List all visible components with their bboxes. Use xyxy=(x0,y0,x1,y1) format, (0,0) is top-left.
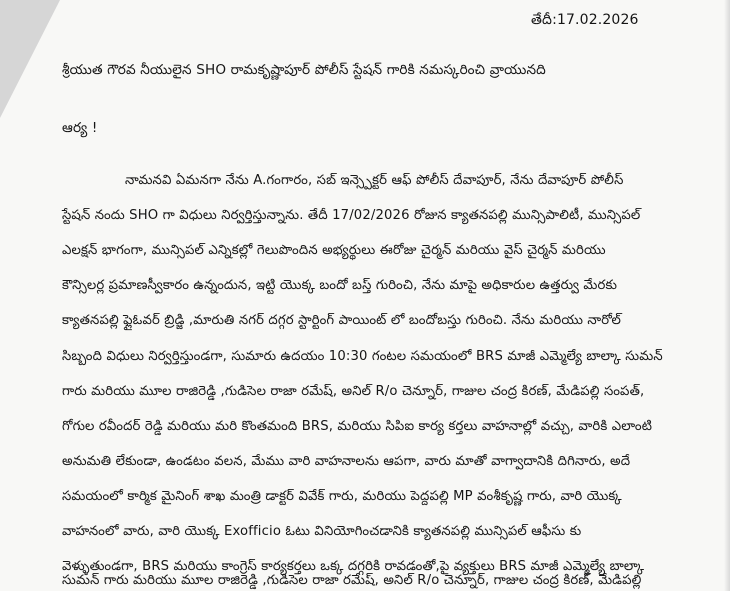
scan-corner-shadow xyxy=(0,0,60,118)
body-line: క్యాతనపల్లి ఫ్లైఓవర్ బ్రిడ్జి ,మారుతి నగర్ దగ్గర స్టార్టింగ్ పాయింట్ లో బందోబస్తు గురించి. నేను మరియు నారోల్ xyxy=(62,313,622,328)
body-line: కౌన్సిలర్ల ప్రమాణస్వీకారం ఉన్నందున, ఇట్టి యొక్క బందో బస్త్ గురించి, నేను మాపై అధికారుల ఉత్తర్వు మేరకు xyxy=(62,278,618,293)
body-line: సమయంలో కార్మిక మైనింగ్ శాఖ మంత్రి డాక్టర్ వివేక్ గారు, మరియు పెద్దపల్లి MP వంశీకృష్ణ గారు, వారి యొక్క xyxy=(62,489,622,504)
body-line: స్టేషన్ నందు SHO గా విధులు నిర్వర్తిస్తున్నాను. తేదీ 17/02/2026 రోజున క్యాతనపల్లి మున్సిపాలిటీ, మున్సిపల్ xyxy=(62,208,641,223)
letter-date: తేదీ:17.02.2026 xyxy=(531,12,639,28)
body-line: వెళ్ళుతుండగా, BRS మరియు కాంగ్రెస్ కార్యకర్తలు ఒక్క దగ్గరికి రావడంతో,పై వ్యక్తులు BRS మాజీ ఎమ్మెల్యే బాల్కా xyxy=(62,559,645,574)
body-line: గారు మరియు మూల రాజిరెడ్డి ,గుడిసెల రాజా రమేష్, అనిల్ R/o చెన్నూర్, గాజుల చంద్ర కిరణ్, మేడిపల్లి సంపత్, xyxy=(62,384,645,399)
body-line: నామనవి ఏమనగా నేను A.గంగారం, సబ్ ఇన్స్పెక్టర్ ఆఫ్ పోలీస్ దేవాపూర్, నేను దేవాపూర్ పోలీస్ xyxy=(125,173,624,188)
body-line: సుమన్ గారు మరియు మూల రాజిరెడ్డి ,గుడిసెల రాజా రమేష్, అనిల్ R/o చెన్నూర్, గాజుల చంద్ర కిరణ్, మేడిపల్లి xyxy=(62,573,642,588)
body-line: అనుమతి లేకుండా, ఉండటం వలన, మేము వారి వాహనాలను ఆపగా, వారు మాతో వాగ్వాదానికి దిగినారు, అదే xyxy=(62,454,631,469)
body-line: ఎలక్షన్ భాగంగా, మున్సిపల్ ఎన్నికల్లో గెలుపొందిన అభ్యర్థులు ఈరోజు చైర్మన్ మరియు వైస్ చైర్మన్ మరియు xyxy=(62,243,606,258)
letter-salutation: ఆర్య ! xyxy=(62,120,98,136)
body-line: వాహనంలో వారు, వారి యొక్క Exofficio ఓటు వినియోగించడానికి క్యాతనపల్లి మున్సిపల్ ఆఫీసు కు xyxy=(62,524,582,539)
body-line: సిబ్బంది విధులు నిర్వర్తిస్తుండగా, సుమారు ఉదయం 10:30 గంటల సమయంలో BRS మాజీ ఎమ్మెల్యే బాల్కా సుమన్ xyxy=(62,349,663,364)
scan-right-edge xyxy=(724,0,730,591)
letter-addressee: శ్రీయుత గౌరవ నీయులైన SHO రామకృష్ణాపూర్ పోలీస్ స్టేషన్ గారికి నమస్కరించి వ్రాయునది xyxy=(62,62,546,78)
body-line: గోగుల రవీందర్ రెడ్డి మరియు మరి కొంతమంది BRS, మరియు సిపిఐ కార్య కర్తలు వాహనాల్లో వచ్చు, వారికి ఎలాంటి xyxy=(62,419,653,434)
